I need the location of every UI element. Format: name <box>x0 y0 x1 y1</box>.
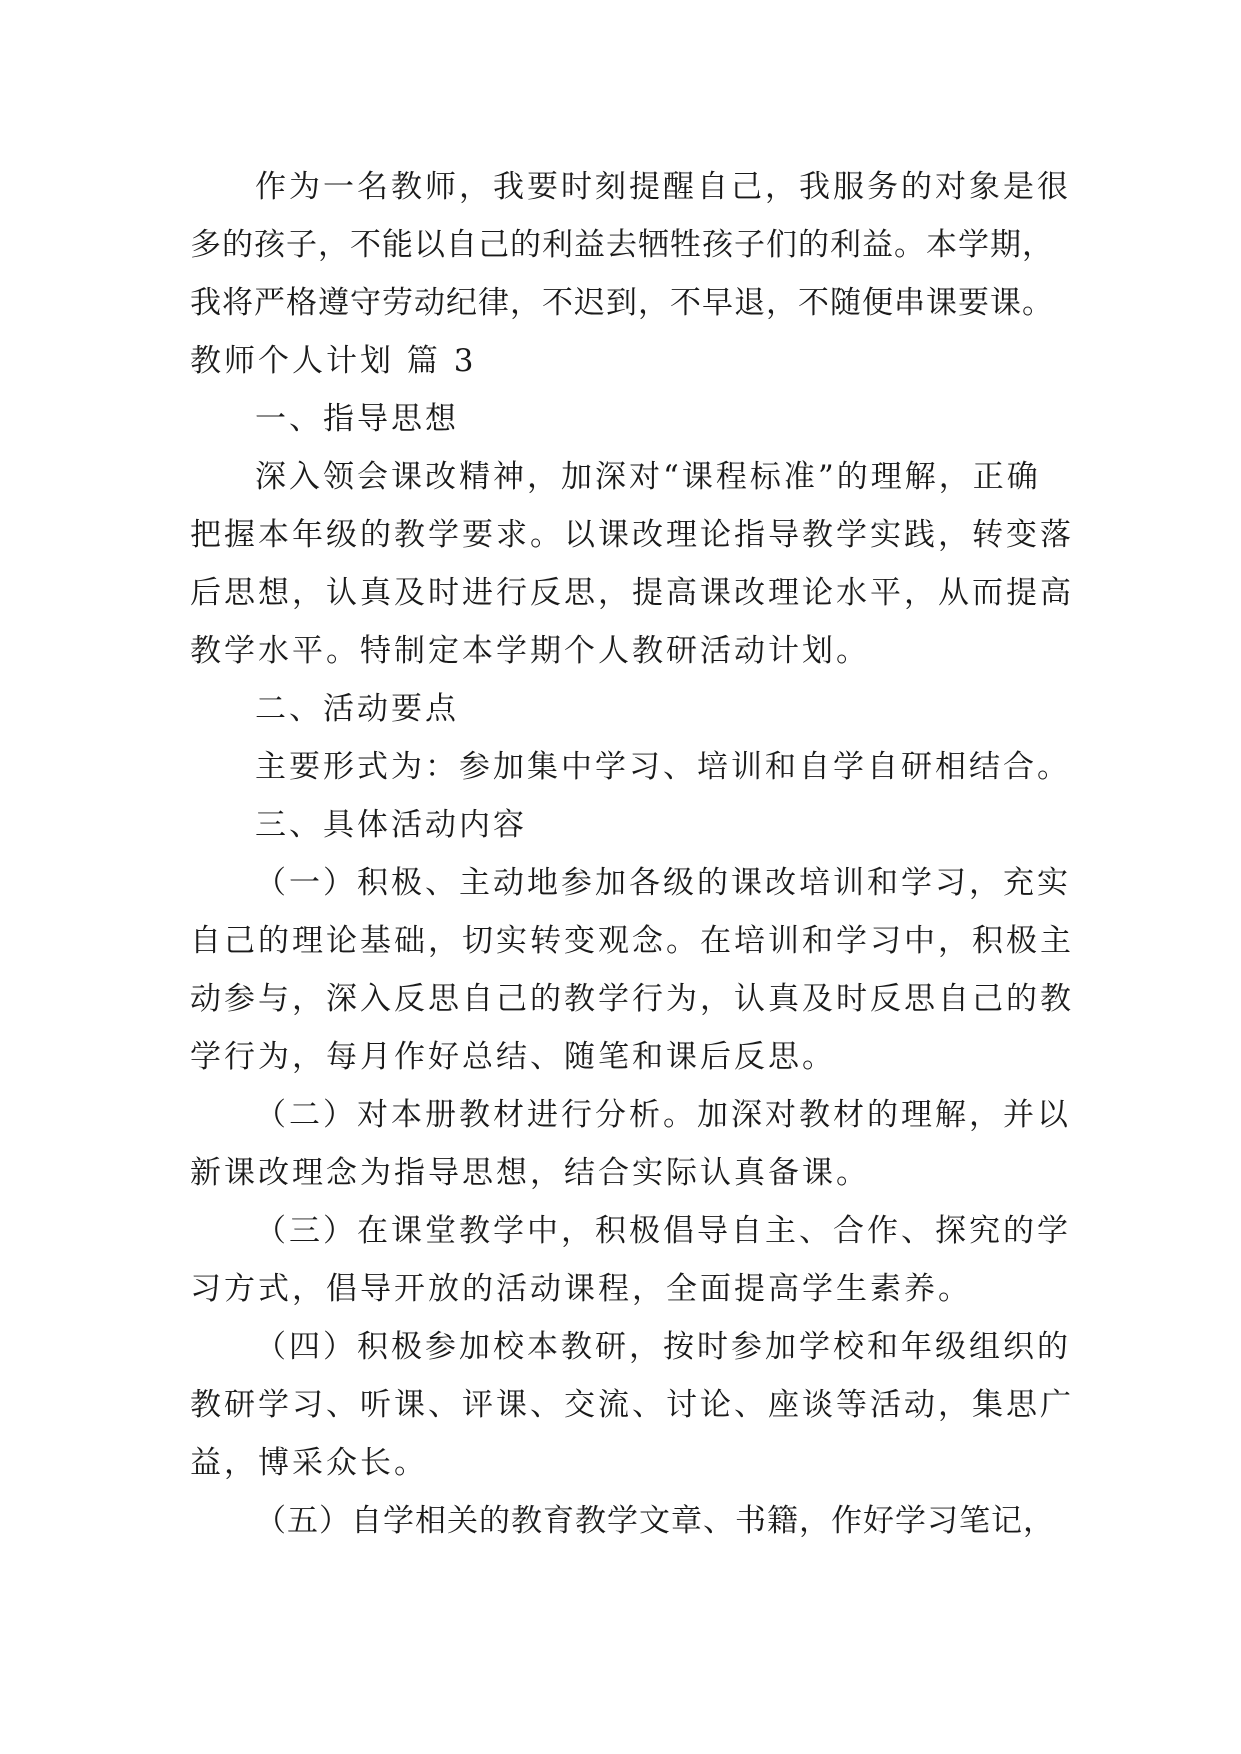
section-heading: 教师个人计划 篇 3 <box>190 343 477 379</box>
paragraph-line: 习方式，倡导开放的活动课程，全面提高学生素养。 <box>190 1271 972 1307</box>
paragraph-line: 新课改理念为指导思想，结合实际认真备课。 <box>190 1155 870 1191</box>
paragraph-line: （三）在课堂教学中，积极倡导自主、合作、探究的学 <box>255 1213 1071 1249</box>
paragraph-line: 动参与，深入反思自己的教学行为，认真及时反思自己的教 <box>190 981 1074 1017</box>
paragraph-line: 主要形式为：参加集中学习、培训和自学自研相结合。 <box>255 749 1071 785</box>
paragraph-line: 自己的理论基础，切实转变观念。在培训和学习中，积极主 <box>190 923 1074 959</box>
paragraph-line: （一）积极、主动地参加各级的课改培训和学习，充实 <box>255 865 1071 901</box>
paragraph-line: 教学水平。特制定本学期个人教研活动计划。 <box>190 633 870 669</box>
paragraph-line: 学行为，每月作好总结、随笔和课后反思。 <box>190 1039 836 1075</box>
paragraph-line: 深入领会课改精神，加深对“课程标准”的理解，正确 <box>255 459 1041 495</box>
paragraph-line: 把握本年级的教学要求。以课改理论指导教学实践，转变落 <box>190 517 1074 553</box>
paragraph-line: 益，博采众长。 <box>190 1445 428 1481</box>
subheading: 二、活动要点 <box>255 691 459 727</box>
paragraph-line: 后思想，认真及时进行反思，提高课改理论水平，从而提高 <box>190 575 1074 611</box>
subheading: 三、具体活动内容 <box>255 807 527 843</box>
paragraph-line: 多的孩子，不能以自己的利益去牺牲孩子们的利益。本学期， <box>190 227 1054 263</box>
paragraph-line: （二）对本册教材进行分析。加深对教材的理解，并以 <box>255 1097 1071 1133</box>
paragraph-line: （五）自学相关的教育教学文章、书籍，作好学习笔记， <box>255 1503 1055 1539</box>
paragraph-line: 作为一名教师，我要时刻提醒自己，我服务的对象是很 <box>255 169 1071 205</box>
subheading: 一、指导思想 <box>255 401 459 437</box>
paragraph-line: 我将严格遵守劳动纪律，不迟到，不早退，不随便串课要课。 <box>190 285 1054 321</box>
paragraph-line: （四）积极参加校本教研，按时参加学校和年级组织的 <box>255 1329 1071 1365</box>
paragraph-line: 教研学习、听课、评课、交流、讨论、座谈等活动，集思广 <box>190 1387 1074 1423</box>
